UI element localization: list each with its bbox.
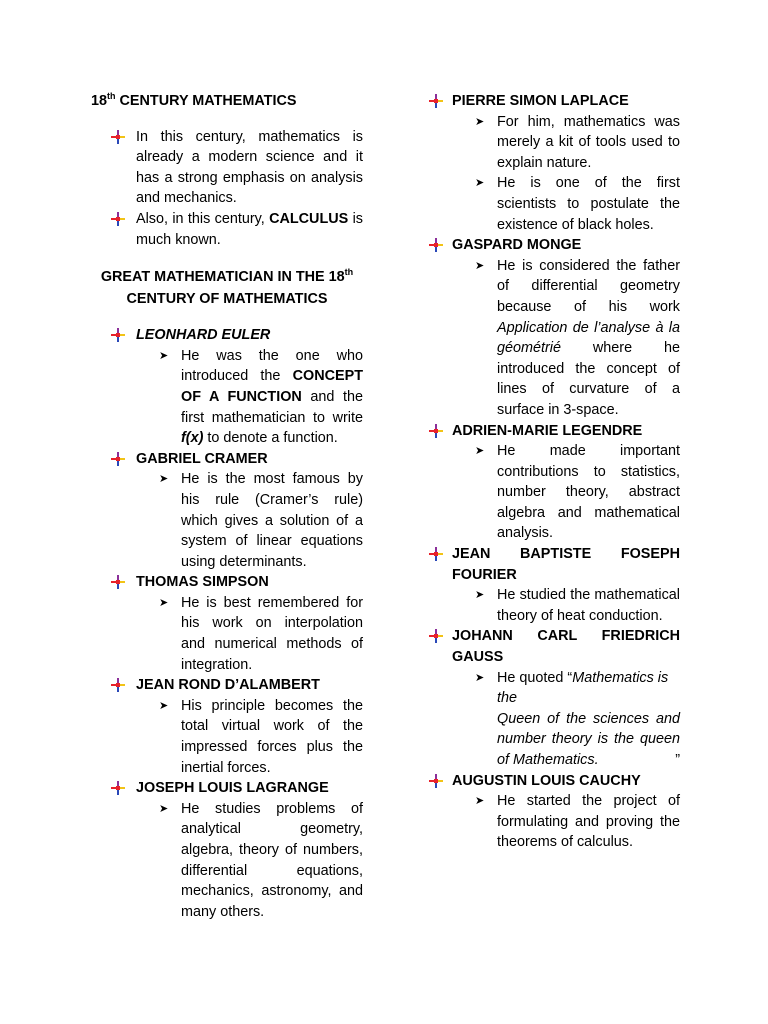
- arrowhead-icon: ➤: [159, 596, 169, 609]
- mathematician-name-legendre: ADRIEN-MARIE LEGENDRE: [428, 421, 680, 442]
- pushpin-cross-icon: [429, 94, 443, 108]
- mathematician-name-cauchy: AUGUSTIN LOUIS CAUCHY: [428, 771, 680, 792]
- pushpin-cross-icon: [429, 238, 443, 252]
- arrowhead-icon: ➤: [475, 259, 485, 272]
- fourier-description: ➤ He studied the mathematical theory of heat conduction.: [475, 587, 680, 624]
- laplace-description-2: ➤ He is one of the first scientists to postulate the existence of black holes.: [475, 175, 680, 233]
- simpson-description: ➤ He is best remembered for his work on interpolation and numerical methods of integration.: [159, 594, 363, 673]
- pushpin-cross-icon: [429, 774, 443, 788]
- mathematician-name-laplace: PIERRE SIMON LAPLACE: [428, 91, 680, 112]
- arrowhead-icon: ➤: [475, 445, 485, 458]
- pushpin-cross-icon: [111, 678, 125, 692]
- mathematician-name-gauss: JOHANN CARL FRIEDRICH GAUSS: [428, 626, 680, 667]
- mathematician-name-lagrange: JOSEPH LOUIS LAGRANGE: [91, 778, 363, 799]
- arrowhead-icon: ➤: [475, 177, 485, 190]
- pushpin-cross-icon: [111, 130, 125, 144]
- mathematician-name-euler: LEONHARD EULER: [91, 325, 363, 346]
- arrowhead-icon: ➤: [159, 802, 169, 815]
- pushpin-cross-icon: [429, 547, 443, 561]
- gauss-quote: ➤ He quoted “Mathematics is the Queen of the sciences and number theory is the queen of Mathematics. ”: [475, 669, 680, 768]
- mathematician-name-cramer: GABRIEL CRAMER: [91, 449, 363, 470]
- intro-bullet-2: Also, in this century, CALCULUS is much known.: [91, 209, 363, 250]
- page-title: 18th CENTURY MATHEMATICS: [91, 91, 297, 109]
- monge-description: ➤ He is considered the father of differential geometry because of his work Application de l’analyse à la géométrié where he introduced the concept of lines of curvature of a surface in 3-space.: [475, 257, 680, 418]
- pushpin-cross-icon: [429, 424, 443, 438]
- lagrange-description: ➤ He studies problems of analytical geometry, algebra, theory of numbers, differential equations, mechanics, astronomy, and many others.: [159, 800, 363, 920]
- cauchy-description: ➤ He started the project of formulating and proving the theorems of calculus.: [475, 793, 680, 851]
- legendre-description: ➤ He made important contributions to statistics, number theory, abstract algebra and mathematical analysis.: [475, 443, 680, 542]
- mathematician-name-simpson: THOMAS SIMPSON: [91, 572, 363, 593]
- pushpin-cross-icon: [111, 328, 125, 342]
- mathematician-name-monge: GASPARD MONGE: [428, 235, 680, 256]
- pushpin-cross-icon: [111, 781, 125, 795]
- laplace-description-1: ➤ For him, mathematics was merely a kit of tools used to explain nature.: [475, 113, 680, 171]
- arrowhead-icon: ➤: [159, 349, 169, 362]
- section-heading: GREAT MATHEMATICIAN IN THE 18th CENTURY OF MATHEMATICS: [100, 267, 354, 308]
- intro-bullet-1: In this century, mathematics is already a modern science and it has a strong emphasis on analysis and mechanics.: [91, 127, 363, 209]
- arrowhead-icon: ➤: [475, 589, 485, 602]
- mathematician-name-dalembert: JEAN ROND D’ALAMBERT: [91, 675, 363, 696]
- euler-description: ➤ He was the one who introduced the CONCEPT OF A FUNCTION and the first mathematician to write f(x) to denote a function.: [159, 347, 363, 447]
- pushpin-cross-icon: [111, 575, 125, 589]
- arrowhead-icon: ➤: [159, 473, 169, 486]
- arrowhead-icon: ➤: [475, 115, 485, 128]
- pushpin-cross-icon: [111, 452, 125, 466]
- pushpin-cross-icon: [429, 629, 443, 643]
- arrowhead-icon: ➤: [475, 671, 485, 684]
- dalembert-description: ➤ His principle becomes the total virtual work of the impressed forces plus the inertial forces.: [159, 697, 363, 776]
- cramer-description: ➤ He is the most famous by his rule (Cramer’s rule) which gives a solution of a system of linear equations using determinants.: [159, 471, 363, 570]
- pushpin-cross-icon: [111, 212, 125, 226]
- arrowhead-icon: ➤: [159, 699, 169, 712]
- left-column: [91, 91, 363, 922]
- arrowhead-icon: ➤: [475, 795, 485, 808]
- right-column: [428, 91, 680, 853]
- mathematician-name-fourier: JEAN BAPTISTE FOSEPH FOURIER: [428, 544, 680, 585]
